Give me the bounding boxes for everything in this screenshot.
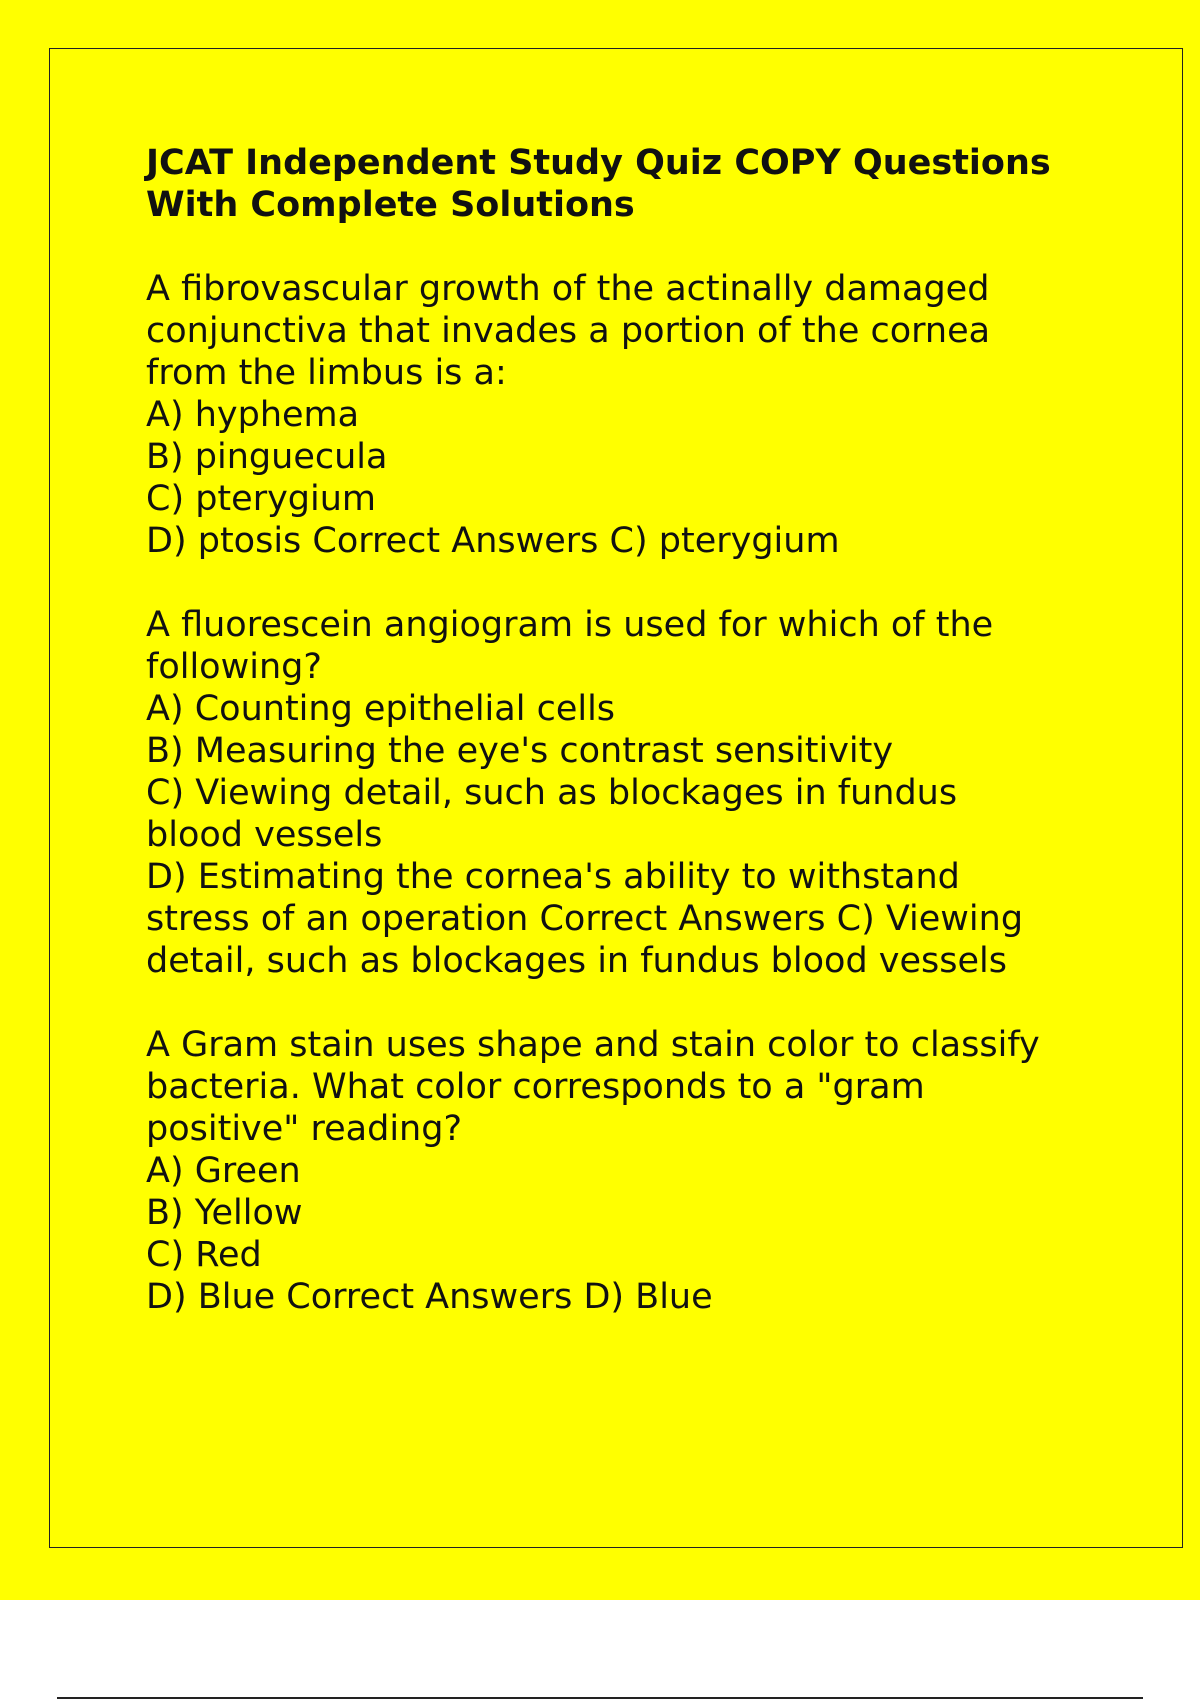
answer-option: A) Counting epithelial cells (146, 689, 616, 729)
document-content (146, 142, 1106, 1360)
answer-option-with-solution: D) Estimating the cornea's ability to withstand stress of an operation Correct Answers C) Viewing detail, such as blockages in fundus blood vessels (146, 857, 1024, 981)
footer-divider (57, 1697, 1143, 1699)
question-stem: A fibrovascular growth of the actinally damaged conjunctiva that invades a portion of the cornea from the limbus is a: (146, 269, 991, 393)
answer-option: B) Measuring the eye's contrast sensitivity (146, 731, 894, 771)
answer-option: B) Yellow (146, 1193, 303, 1233)
question-3 (146, 1024, 1106, 1318)
question-stem: A Gram stain uses shape and stain color to classify bacteria. What color corresponds to a "gram positive" reading? (146, 1025, 1040, 1149)
question-2 (146, 604, 1106, 982)
answer-option-with-solution: D) Blue Correct Answers D) Blue (146, 1277, 713, 1317)
answer-option: C) pterygium (146, 479, 377, 519)
answer-option-with-solution: D) ptosis Correct Answers C) pterygium (146, 521, 840, 561)
answer-option: A) Green (146, 1151, 301, 1191)
answer-option: C) Viewing detail, such as blockages in fundus blood vessels (146, 773, 958, 855)
answer-option: B) pinguecula (146, 437, 388, 477)
answer-option: C) Red (146, 1235, 262, 1275)
question-stem: A fluorescein angiogram is used for which of the following? (146, 605, 994, 687)
question-1 (146, 268, 1106, 562)
document-title: JCAT Independent Study Quiz COPY Questions With Complete Solutions (146, 143, 1051, 225)
answer-option: A) hyphema (146, 395, 360, 435)
